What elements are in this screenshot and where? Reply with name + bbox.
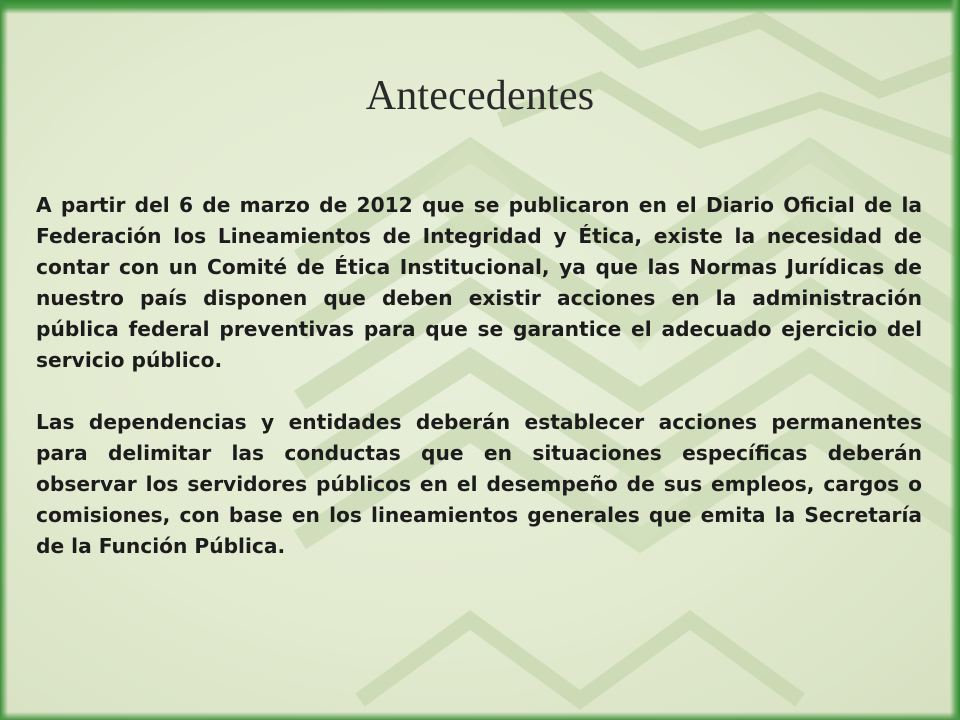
slide-body [36,190,922,562]
paragraph-antecedentes-1: A partir del 6 de marzo de 2012 que se publicaron en el Diario Oficial de la Federación los Lineamientos de Integridad y Ética, existe la necesidad de contar con un Comité de Ética Institucional, ya que las Normas Jurídicas de nuestro país disponen que deben existir acciones en la administración pública federal preventivas para que se garantice el adecuado ejercicio del servicio público. [36,193,922,372]
frame-top-border [0,0,960,14]
frame-bottom-border [0,712,960,720]
paragraph-antecedentes-2: Las dependencias y entidades deberán establecer acciones permanentes para delimitar las conductas que en situaciones específicas deberán observar los servidores públicos en el desempeño de sus empleos, cargos o comisiones, con base en los lineamientos generales que emita la Secretaría de la Función Pública. [36,410,922,558]
slide-title: Antecedentes [365,73,595,119]
curve-band-3 [360,620,800,700]
